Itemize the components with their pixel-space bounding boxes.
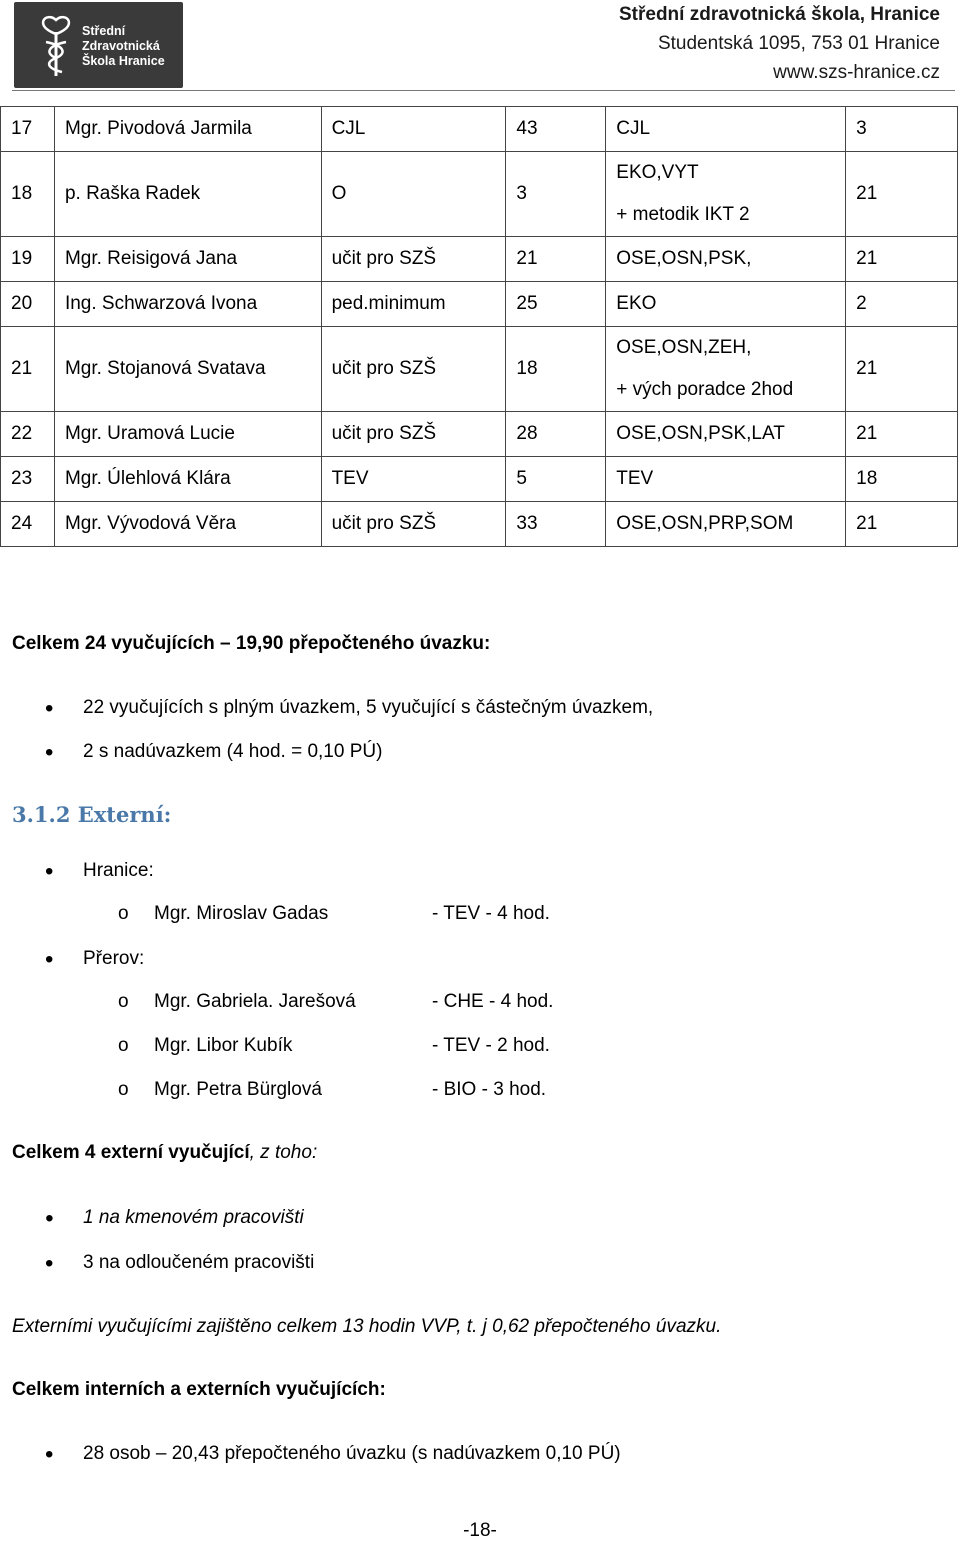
table-row <box>1 282 958 327</box>
table-cell-no: 21 <box>1 327 55 412</box>
table-cell-no: 23 <box>1 457 55 502</box>
logo-line: Zdravotnická <box>82 39 160 53</box>
table-cell-hours: 21 <box>846 237 958 282</box>
table-cell-qual: učit pro SZŠ <box>321 237 506 282</box>
total-summary-title: Celkem interních a externích vyučujících: <box>12 1379 386 1400</box>
subject-line: OSE,OSN,PRP,SOM <box>616 513 794 534</box>
table-cell-name: Mgr. Úlehlová Klára <box>54 457 321 502</box>
table-cell-no: 22 <box>1 412 55 457</box>
table-cell-qual: CJL <box>321 107 506 152</box>
table-cell-name: p. Raška Radek <box>54 152 321 237</box>
table-cell-hours: 21 <box>846 502 958 547</box>
table-cell-no: 20 <box>1 282 55 327</box>
table-cell-subjects <box>606 152 846 237</box>
external-hours-note: Externími vyučujícími zajištěno celkem 13 hodin VVP, t. j 0,62 přepočteného úvazku. <box>12 1316 722 1337</box>
table-cell-years: 3 <box>506 152 606 237</box>
list-item: • 1 na kmenovém pracovišti <box>83 1207 304 1229</box>
caduceus-icon <box>36 14 76 78</box>
page-number: -18- <box>463 1520 497 1541</box>
table-cell-subjects <box>606 457 846 502</box>
table-cell-hours: 3 <box>846 107 958 152</box>
table-cell-years: 21 <box>506 237 606 282</box>
list-item: • 3 na odloučeném pracovišti <box>83 1252 314 1274</box>
table-cell-subjects <box>606 502 846 547</box>
table-row <box>1 152 958 237</box>
table-cell-years: 43 <box>506 107 606 152</box>
group-label-prerov: • Přerov: <box>83 948 144 970</box>
table-cell-years: 25 <box>506 282 606 327</box>
subject-line: OSE,OSN,ZEH, <box>616 337 752 358</box>
table-cell-hours: 21 <box>846 152 958 237</box>
page-header <box>0 0 960 92</box>
table-cell-name: Mgr. Uramová Lucie <box>54 412 321 457</box>
subject-line: OSE,OSN,PSK,LAT <box>616 423 785 444</box>
table-cell-qual: TEV <box>321 457 506 502</box>
subject-line: OSE,OSN,PSK, <box>616 248 752 269</box>
table-cell-years: 18 <box>506 327 606 412</box>
table-cell-name: Mgr. Reisigová Jana <box>54 237 321 282</box>
header-divider <box>12 90 955 91</box>
list-item: • 2 s nadúvazkem (4 hod. = 0,10 PÚ) <box>83 741 382 763</box>
table-row <box>1 237 958 282</box>
table-cell-hours: 21 <box>846 412 958 457</box>
school-logo <box>14 2 183 88</box>
table-cell-qual: učit pro SZŠ <box>321 412 506 457</box>
table-cell-subjects <box>606 237 846 282</box>
table-cell-subjects <box>606 412 846 457</box>
logo-line: Škola Hranice <box>82 54 165 68</box>
table-cell-name: Mgr. Pivodová Jarmila <box>54 107 321 152</box>
table-row <box>1 107 958 152</box>
table-cell-qual: ped.minimum <box>321 282 506 327</box>
subject-line: EKO <box>616 293 657 314</box>
table-cell-no: 17 <box>1 107 55 152</box>
subject-line: TEV <box>616 468 654 489</box>
table-row <box>1 457 958 502</box>
subject-line: + metodik IKT 2 <box>616 204 750 225</box>
list-item: • 28 osob – 20,43 přepočteného úvazku (s nadúvazkem 0,10 PÚ) <box>83 1443 621 1465</box>
table-cell-years: 5 <box>506 457 606 502</box>
table-cell-no: 19 <box>1 237 55 282</box>
subject-line: + vých poradce 2hod <box>616 379 794 400</box>
table-cell-qual: učit pro SZŠ <box>321 502 506 547</box>
table-cell-subjects <box>606 327 846 412</box>
school-address: Studentská 1095, 753 01 Hranice <box>657 33 940 54</box>
group-label-hranice: • Hranice: <box>83 860 154 882</box>
school-contact <box>619 0 940 87</box>
table-cell-no: 24 <box>1 502 55 547</box>
section-heading: 3.1.2 Externí: <box>12 802 172 827</box>
table-cell-name: Mgr. Stojanová Svatava <box>54 327 321 412</box>
logo-line: Střední <box>82 24 126 38</box>
table-cell-hours: 18 <box>846 457 958 502</box>
external-summary-title: Celkem 4 externí vyučující, z toho: <box>12 1142 318 1163</box>
table-cell-subjects <box>606 107 846 152</box>
school-web: www.szs-hranice.cz <box>773 62 940 83</box>
table-cell-years: 28 <box>506 412 606 457</box>
table-row <box>1 412 958 457</box>
internal-summary-title: Celkem 24 vyučujících – 19,90 přepočteného úvazku: <box>12 633 491 654</box>
subject-line: EKO,VYT <box>616 162 699 183</box>
table-cell-hours: 21 <box>846 327 958 412</box>
subject-line: CJL <box>616 118 651 139</box>
table-cell-name: Mgr. Vývodová Věra <box>54 502 321 547</box>
table-cell-hours: 2 <box>846 282 958 327</box>
table-cell-subjects <box>606 282 846 327</box>
list-item: • 22 vyučujících s plným úvazkem, 5 vyučující s částečným úvazkem, <box>83 697 653 719</box>
table-cell-qual: O <box>321 152 506 237</box>
table-row <box>1 327 958 412</box>
table-cell-name: Ing. Schwarzová Ivona <box>54 282 321 327</box>
table-cell-qual: učit pro SZŠ <box>321 327 506 412</box>
table-cell-no: 18 <box>1 152 55 237</box>
school-name: Střední zdravotnická škola, Hranice <box>618 4 940 25</box>
staff-table <box>0 106 958 547</box>
table-row <box>1 502 958 547</box>
table-cell-years: 33 <box>506 502 606 547</box>
